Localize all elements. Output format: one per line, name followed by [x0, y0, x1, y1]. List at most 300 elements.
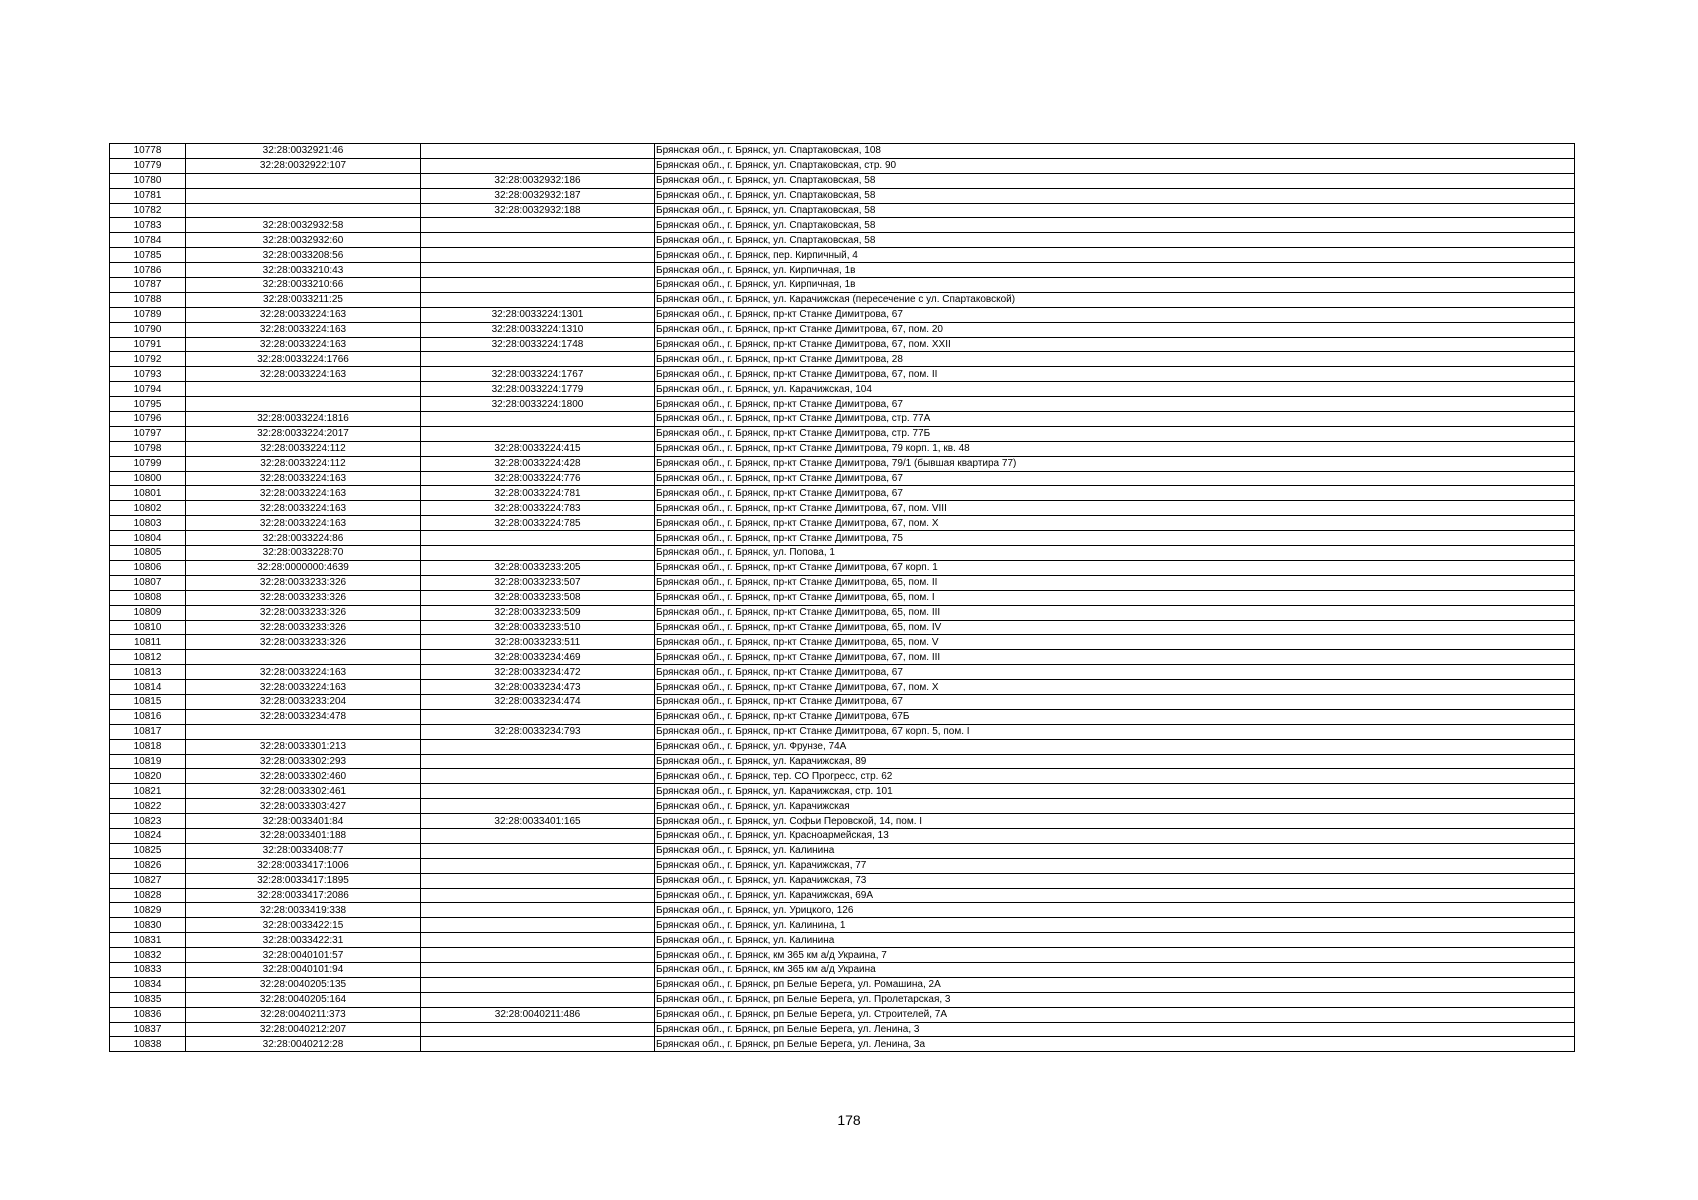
row-number-cell: 10827 — [110, 873, 186, 888]
cadastral-number-cell: 32:28:0033224:1766 — [186, 352, 421, 367]
cadastral-number-cell: 32:28:0033234:478 — [186, 709, 421, 724]
related-cadastral-number-cell — [421, 248, 655, 263]
address-cell: Брянская обл., г. Брянск, ул. Карачижская, 73 — [655, 873, 1575, 888]
address-cell: Брянская обл., г. Брянск, пр-кт Станке Димитрова, 28 — [655, 352, 1575, 367]
row-number-cell: 10788 — [110, 292, 186, 307]
address-cell: Брянская обл., г. Брянск, ул. Карачижская (пересечение с ул. Спартаковской) — [655, 292, 1575, 307]
related-cadastral-number-cell: 32:28:0033233:507 — [421, 575, 655, 590]
table-row — [110, 933, 1575, 948]
related-cadastral-number-cell: 32:28:0033234:473 — [421, 680, 655, 695]
related-cadastral-number-cell — [421, 858, 655, 873]
related-cadastral-number-cell: 32:28:0032932:188 — [421, 203, 655, 218]
table-row — [110, 1022, 1575, 1037]
related-cadastral-number-cell — [421, 218, 655, 233]
address-cell: Брянская обл., г. Брянск, ул. Фрунзе, 74А — [655, 739, 1575, 754]
row-number-cell: 10796 — [110, 412, 186, 427]
cadastral-number-cell: 32:28:0033224:2017 — [186, 426, 421, 441]
related-cadastral-number-cell — [421, 531, 655, 546]
address-cell: Брянская обл., г. Брянск, пр-кт Станке Димитрова, стр. 77Б — [655, 426, 1575, 441]
row-number-cell: 10783 — [110, 218, 186, 233]
cadastral-number-cell: 32:28:0033303:427 — [186, 799, 421, 814]
address-cell: Брянская обл., г. Брянск, ул. Кирпичная, 1в — [655, 278, 1575, 293]
related-cadastral-number-cell — [421, 933, 655, 948]
table-row — [110, 531, 1575, 546]
table-row — [110, 426, 1575, 441]
row-number-cell: 10806 — [110, 560, 186, 575]
table-row — [110, 441, 1575, 456]
cadastral-number-cell: 32:28:0033224:163 — [186, 516, 421, 531]
table-row — [110, 546, 1575, 561]
cadastral-number-cell: 32:28:0033224:112 — [186, 456, 421, 471]
table-row — [110, 605, 1575, 620]
related-cadastral-number-cell — [421, 233, 655, 248]
address-cell: Брянская обл., г. Брянск, ул. Спартаковская, стр. 90 — [655, 158, 1575, 173]
cadastral-number-cell — [186, 203, 421, 218]
related-cadastral-number-cell — [421, 412, 655, 427]
related-cadastral-number-cell — [421, 977, 655, 992]
address-cell: Брянская обл., г. Брянск, ул. Софьи Перовской, 14, пом. I — [655, 814, 1575, 829]
cadastral-number-cell — [186, 382, 421, 397]
table-row — [110, 843, 1575, 858]
related-cadastral-number-cell: 32:28:0033224:1301 — [421, 307, 655, 322]
address-cell: Брянская обл., г. Брянск, тер. СО Прогресс, стр. 62 — [655, 769, 1575, 784]
row-number-cell: 10781 — [110, 188, 186, 203]
address-cell: Брянская обл., г. Брянск, пр-кт Станке Димитрова, 79/1 (бывшая квартира 77) — [655, 456, 1575, 471]
cadastral-number-cell: 32:28:0033233:326 — [186, 605, 421, 620]
cadastral-number-cell: 32:28:0033210:43 — [186, 263, 421, 278]
address-cell: Брянская обл., г. Брянск, пр-кт Станке Димитрова, стр. 77А — [655, 412, 1575, 427]
row-number-cell: 10830 — [110, 918, 186, 933]
row-number-cell: 10803 — [110, 516, 186, 531]
related-cadastral-number-cell — [421, 962, 655, 977]
row-number-cell: 10807 — [110, 575, 186, 590]
address-cell: Брянская обл., г. Брянск, ул. Карачижская, 89 — [655, 754, 1575, 769]
related-cadastral-number-cell: 32:28:0032932:186 — [421, 173, 655, 188]
row-number-cell: 10800 — [110, 471, 186, 486]
related-cadastral-number-cell: 32:28:0033234:793 — [421, 724, 655, 739]
address-cell: Брянская обл., г. Брянск, пр-кт Станке Димитрова, 75 — [655, 531, 1575, 546]
table-row — [110, 382, 1575, 397]
row-number-cell: 10797 — [110, 426, 186, 441]
table-row — [110, 456, 1575, 471]
cadastral-number-cell: 32:28:0033401:84 — [186, 814, 421, 829]
address-cell: Брянская обл., г. Брянск, ул. Калинина, 1 — [655, 918, 1575, 933]
row-number-cell: 10792 — [110, 352, 186, 367]
table-row — [110, 903, 1575, 918]
cadastral-number-cell: 32:28:0033228:70 — [186, 546, 421, 561]
cadastral-number-cell: 32:28:0033224:1816 — [186, 412, 421, 427]
row-number-cell: 10805 — [110, 546, 186, 561]
related-cadastral-number-cell: 32:28:0033234:472 — [421, 665, 655, 680]
row-number-cell: 10808 — [110, 590, 186, 605]
table-row — [110, 367, 1575, 382]
table-row — [110, 352, 1575, 367]
cadastral-number-cell: 32:28:0040211:373 — [186, 1007, 421, 1022]
address-cell: Брянская обл., г. Брянск, ул. Попова, 1 — [655, 546, 1575, 561]
cadastral-number-cell: 32:28:0033233:326 — [186, 635, 421, 650]
cadastral-number-cell: 32:28:0040212:207 — [186, 1022, 421, 1037]
table-row — [110, 307, 1575, 322]
table-row — [110, 888, 1575, 903]
row-number-cell: 10795 — [110, 397, 186, 412]
related-cadastral-number-cell — [421, 263, 655, 278]
related-cadastral-number-cell: 32:28:0033224:1800 — [421, 397, 655, 412]
table-row — [110, 873, 1575, 888]
related-cadastral-number-cell: 32:28:0033233:205 — [421, 560, 655, 575]
address-cell: Брянская обл., г. Брянск, пр-кт Станке Димитрова, 79 корп. 1, кв. 48 — [655, 441, 1575, 456]
address-cell: Брянская обл., г. Брянск, пр-кт Станке Димитрова, 65, пом. III — [655, 605, 1575, 620]
row-number-cell: 10782 — [110, 203, 186, 218]
cadastral-number-cell: 32:28:0033210:66 — [186, 278, 421, 293]
address-cell: Брянская обл., г. Брянск, ул. Урицкого, 126 — [655, 903, 1575, 918]
address-cell: Брянская обл., г. Брянск, ул. Спартаковская, 58 — [655, 233, 1575, 248]
row-number-cell: 10812 — [110, 650, 186, 665]
cadastral-number-cell — [186, 650, 421, 665]
row-number-cell: 10787 — [110, 278, 186, 293]
row-number-cell: 10791 — [110, 337, 186, 352]
row-number-cell: 10835 — [110, 992, 186, 1007]
cadastral-number-cell: 32:28:0033224:163 — [186, 322, 421, 337]
row-number-cell: 10831 — [110, 933, 186, 948]
row-number-cell: 10810 — [110, 620, 186, 635]
cadastral-number-cell: 32:28:0033224:163 — [186, 665, 421, 680]
related-cadastral-number-cell — [421, 352, 655, 367]
cadastral-number-cell: 32:28:0033417:2086 — [186, 888, 421, 903]
related-cadastral-number-cell: 32:28:0033224:776 — [421, 471, 655, 486]
address-cell: Брянская обл., г. Брянск, пр-кт Станке Димитрова, 67, пом. X — [655, 516, 1575, 531]
table-row — [110, 918, 1575, 933]
address-cell: Брянская обл., г. Брянск, пр-кт Станке Димитрова, 67, пом. III — [655, 650, 1575, 665]
cadastral-number-cell: 32:28:0040212:28 — [186, 1037, 421, 1052]
address-cell: Брянская обл., г. Брянск, пр-кт Станке Димитрова, 67, пом. 20 — [655, 322, 1575, 337]
cadastral-number-cell: 32:28:0032921:46 — [186, 144, 421, 159]
related-cadastral-number-cell — [421, 709, 655, 724]
table-row — [110, 948, 1575, 963]
table-row — [110, 828, 1575, 843]
page-number: 178 — [837, 1112, 861, 1128]
related-cadastral-number-cell — [421, 799, 655, 814]
table-row — [110, 397, 1575, 412]
cadastral-number-cell: 32:28:0040205:164 — [186, 992, 421, 1007]
row-number-cell: 10790 — [110, 322, 186, 337]
table-row — [110, 799, 1575, 814]
table-row — [110, 412, 1575, 427]
related-cadastral-number-cell: 32:28:0033224:785 — [421, 516, 655, 531]
address-cell: Брянская обл., г. Брянск, пр-кт Станке Димитрова, 67 — [655, 471, 1575, 486]
related-cadastral-number-cell: 32:28:0033233:509 — [421, 605, 655, 620]
table-row — [110, 665, 1575, 680]
row-number-cell: 10811 — [110, 635, 186, 650]
related-cadastral-number-cell — [421, 158, 655, 173]
address-cell: Брянская обл., г. Брянск, рп Белые Берега, ул. Пролетарская, 3 — [655, 992, 1575, 1007]
address-cell: Брянская обл., г. Брянск, ул. Спартаковская, 58 — [655, 203, 1575, 218]
table-row — [110, 248, 1575, 263]
address-cell: Брянская обл., г. Брянск, пр-кт Станке Димитрова, 65, пом. II — [655, 575, 1575, 590]
row-number-cell: 10789 — [110, 307, 186, 322]
address-cell: Брянская обл., г. Брянск, рп Белые Берега, ул. Строителей, 7А — [655, 1007, 1575, 1022]
address-cell: Брянская обл., г. Брянск, ул. Карачижская, 69А — [655, 888, 1575, 903]
table-row — [110, 560, 1575, 575]
cadastral-number-cell: 32:28:0040101:94 — [186, 962, 421, 977]
address-cell: Брянская обл., г. Брянск, км 365 км а/д Украина — [655, 962, 1575, 977]
address-cell: Брянская обл., г. Брянск, пр-кт Станке Димитрова, 67 — [655, 307, 1575, 322]
address-cell: Брянская обл., г. Брянск, ул. Калинина — [655, 933, 1575, 948]
cadastral-number-cell: 32:28:0032932:58 — [186, 218, 421, 233]
address-cell: Брянская обл., г. Брянск, пер. Кирпичный, 4 — [655, 248, 1575, 263]
address-cell: Брянская обл., г. Брянск, пр-кт Станке Димитрова, 67 корп. 1 — [655, 560, 1575, 575]
related-cadastral-number-cell — [421, 992, 655, 1007]
table-row — [110, 278, 1575, 293]
related-cadastral-number-cell — [421, 769, 655, 784]
table-row — [110, 680, 1575, 695]
cadastral-number-cell: 32:28:0033417:1006 — [186, 858, 421, 873]
table-row — [110, 739, 1575, 754]
table-row — [110, 218, 1575, 233]
table-row — [110, 814, 1575, 829]
related-cadastral-number-cell — [421, 888, 655, 903]
row-number-cell: 10780 — [110, 173, 186, 188]
row-number-cell: 10813 — [110, 665, 186, 680]
address-cell: Брянская обл., г. Брянск, ул. Кирпичная, 1в — [655, 263, 1575, 278]
row-number-cell: 10825 — [110, 843, 186, 858]
cadastral-number-cell: 32:28:0033224:163 — [186, 501, 421, 516]
table-row — [110, 650, 1575, 665]
table-row — [110, 590, 1575, 605]
cadastral-number-cell — [186, 724, 421, 739]
row-number-cell: 10837 — [110, 1022, 186, 1037]
table-row — [110, 1007, 1575, 1022]
row-number-cell: 10816 — [110, 709, 186, 724]
table-row — [110, 144, 1575, 159]
row-number-cell: 10799 — [110, 456, 186, 471]
registry-table — [109, 143, 1575, 1052]
table-row — [110, 292, 1575, 307]
cadastral-number-cell — [186, 397, 421, 412]
address-cell: Брянская обл., г. Брянск, рп Белые Берега, ул. Ленина, 3 — [655, 1022, 1575, 1037]
address-cell: Брянская обл., г. Брянск, пр-кт Станке Димитрова, 67, пом. II — [655, 367, 1575, 382]
table-row — [110, 620, 1575, 635]
related-cadastral-number-cell — [421, 903, 655, 918]
cadastral-number-cell — [186, 188, 421, 203]
address-cell: Брянская обл., г. Брянск, пр-кт Станке Димитрова, 67 корп. 5, пом. I — [655, 724, 1575, 739]
row-number-cell: 10815 — [110, 694, 186, 709]
cadastral-number-cell: 32:28:0033224:163 — [186, 486, 421, 501]
row-number-cell: 10822 — [110, 799, 186, 814]
table-row — [110, 203, 1575, 218]
related-cadastral-number-cell: 32:28:0033224:415 — [421, 441, 655, 456]
table-row — [110, 233, 1575, 248]
address-cell: Брянская обл., г. Брянск, ул. Карачижская, 77 — [655, 858, 1575, 873]
related-cadastral-number-cell: 32:28:0033224:1767 — [421, 367, 655, 382]
cadastral-number-cell: 32:28:0033401:188 — [186, 828, 421, 843]
table-row — [110, 784, 1575, 799]
row-number-cell: 10778 — [110, 144, 186, 159]
related-cadastral-number-cell — [421, 1022, 655, 1037]
related-cadastral-number-cell: 32:28:0040211:486 — [421, 1007, 655, 1022]
cadastral-number-cell — [186, 173, 421, 188]
table-row — [110, 992, 1575, 1007]
row-number-cell: 10823 — [110, 814, 186, 829]
address-cell: Брянская обл., г. Брянск, ул. Спартаковская, 58 — [655, 218, 1575, 233]
address-cell: Брянская обл., г. Брянск, пр-кт Станке Димитрова, 65, пом. I — [655, 590, 1575, 605]
cadastral-number-cell: 32:28:0033224:112 — [186, 441, 421, 456]
related-cadastral-number-cell: 32:28:0033224:1748 — [421, 337, 655, 352]
related-cadastral-number-cell — [421, 292, 655, 307]
address-cell: Брянская обл., г. Брянск, ул. Калинина — [655, 843, 1575, 858]
registry-table-body — [110, 144, 1575, 1052]
table-row — [110, 486, 1575, 501]
row-number-cell: 10804 — [110, 531, 186, 546]
row-number-cell: 10784 — [110, 233, 186, 248]
related-cadastral-number-cell: 32:28:0033233:508 — [421, 590, 655, 605]
cadastral-number-cell: 32:28:0033417:1895 — [186, 873, 421, 888]
row-number-cell: 10834 — [110, 977, 186, 992]
row-number-cell: 10786 — [110, 263, 186, 278]
row-number-cell: 10793 — [110, 367, 186, 382]
table-row — [110, 337, 1575, 352]
address-cell: Брянская обл., г. Брянск, ул. Спартаковская, 58 — [655, 173, 1575, 188]
row-number-cell: 10836 — [110, 1007, 186, 1022]
cadastral-number-cell: 32:28:0033208:56 — [186, 248, 421, 263]
related-cadastral-number-cell — [421, 918, 655, 933]
related-cadastral-number-cell — [421, 1037, 655, 1052]
row-number-cell: 10826 — [110, 858, 186, 873]
table-row — [110, 977, 1575, 992]
related-cadastral-number-cell: 32:28:0033233:511 — [421, 635, 655, 650]
cadastral-number-cell: 32:28:0033233:326 — [186, 620, 421, 635]
address-cell: Брянская обл., г. Брянск, рп Белые Берега, ул. Ленина, 3а — [655, 1037, 1575, 1052]
address-cell: Брянская обл., г. Брянск, рп Белые Берега, ул. Ромашина, 2А — [655, 977, 1575, 992]
address-cell: Брянская обл., г. Брянск, ул. Карачижская, 104 — [655, 382, 1575, 397]
cadastral-number-cell: 32:28:0033422:15 — [186, 918, 421, 933]
address-cell: Брянская обл., г. Брянск, пр-кт Станке Димитрова, 67Б — [655, 709, 1575, 724]
table-row — [110, 858, 1575, 873]
cadastral-number-cell: 32:28:0033224:86 — [186, 531, 421, 546]
table-row — [110, 158, 1575, 173]
address-cell: Брянская обл., г. Брянск, пр-кт Станке Димитрова, 67 — [655, 694, 1575, 709]
row-number-cell: 10798 — [110, 441, 186, 456]
row-number-cell: 10817 — [110, 724, 186, 739]
cadastral-number-cell: 32:28:0033224:163 — [186, 367, 421, 382]
row-number-cell: 10829 — [110, 903, 186, 918]
cadastral-number-cell: 32:28:0033302:293 — [186, 754, 421, 769]
address-cell: Брянская обл., г. Брянск, пр-кт Станке Димитрова, 67 — [655, 486, 1575, 501]
cadastral-number-cell: 32:28:0033302:460 — [186, 769, 421, 784]
table-row — [110, 322, 1575, 337]
address-cell: Брянская обл., г. Брянск, пр-кт Станке Димитрова, 67, пом. XXII — [655, 337, 1575, 352]
table-row — [110, 1037, 1575, 1052]
row-number-cell: 10802 — [110, 501, 186, 516]
related-cadastral-number-cell — [421, 843, 655, 858]
cadastral-number-cell: 32:28:0033302:461 — [186, 784, 421, 799]
cadastral-number-cell: 32:28:0032932:60 — [186, 233, 421, 248]
address-cell: Брянская обл., г. Брянск, пр-кт Станке Димитрова, 67, пом. VIII — [655, 501, 1575, 516]
row-number-cell: 10818 — [110, 739, 186, 754]
cadastral-number-cell: 32:28:0033224:163 — [186, 337, 421, 352]
related-cadastral-number-cell: 32:28:0033224:781 — [421, 486, 655, 501]
row-number-cell: 10820 — [110, 769, 186, 784]
cadastral-number-cell: 32:28:0033224:163 — [186, 680, 421, 695]
cadastral-number-cell: 32:28:0033211:25 — [186, 292, 421, 307]
table-row — [110, 724, 1575, 739]
table-row — [110, 769, 1575, 784]
table-row — [110, 635, 1575, 650]
cadastral-number-cell: 32:28:0000000:4639 — [186, 560, 421, 575]
related-cadastral-number-cell — [421, 873, 655, 888]
table-row — [110, 709, 1575, 724]
table-row — [110, 962, 1575, 977]
address-cell: Брянская обл., г. Брянск, ул. Спартаковская, 108 — [655, 144, 1575, 159]
related-cadastral-number-cell — [421, 828, 655, 843]
related-cadastral-number-cell — [421, 278, 655, 293]
related-cadastral-number-cell — [421, 546, 655, 561]
cadastral-number-cell: 32:28:0033233:326 — [186, 575, 421, 590]
address-cell: Брянская обл., г. Брянск, пр-кт Станке Димитрова, 65, пом. IV — [655, 620, 1575, 635]
related-cadastral-number-cell: 32:28:0032932:187 — [421, 188, 655, 203]
table-row — [110, 516, 1575, 531]
row-number-cell: 10824 — [110, 828, 186, 843]
row-number-cell: 10809 — [110, 605, 186, 620]
related-cadastral-number-cell: 32:28:0033224:1310 — [421, 322, 655, 337]
row-number-cell: 10801 — [110, 486, 186, 501]
address-cell: Брянская обл., г. Брянск, ул. Спартаковская, 58 — [655, 188, 1575, 203]
cadastral-number-cell: 32:28:0033233:326 — [186, 590, 421, 605]
address-cell: Брянская обл., г. Брянск, ул. Карачижская — [655, 799, 1575, 814]
related-cadastral-number-cell: 32:28:0033224:428 — [421, 456, 655, 471]
row-number-cell: 10794 — [110, 382, 186, 397]
related-cadastral-number-cell — [421, 426, 655, 441]
table-row — [110, 501, 1575, 516]
row-number-cell: 10819 — [110, 754, 186, 769]
row-number-cell: 10821 — [110, 784, 186, 799]
table-row — [110, 173, 1575, 188]
related-cadastral-number-cell: 32:28:0033233:510 — [421, 620, 655, 635]
cadastral-number-cell: 32:28:0032922:107 — [186, 158, 421, 173]
related-cadastral-number-cell: 32:28:0033224:783 — [421, 501, 655, 516]
table-row — [110, 471, 1575, 486]
related-cadastral-number-cell — [421, 144, 655, 159]
row-number-cell: 10838 — [110, 1037, 186, 1052]
cadastral-number-cell: 32:28:0033224:163 — [186, 307, 421, 322]
cadastral-number-cell: 32:28:0033224:163 — [186, 471, 421, 486]
cadastral-number-cell: 32:28:0033408:77 — [186, 843, 421, 858]
cadastral-number-cell: 32:28:0040205:135 — [186, 977, 421, 992]
cadastral-number-cell: 32:28:0033233:204 — [186, 694, 421, 709]
related-cadastral-number-cell — [421, 784, 655, 799]
related-cadastral-number-cell: 32:28:0033224:1779 — [421, 382, 655, 397]
cadastral-number-cell: 32:28:0033419:338 — [186, 903, 421, 918]
related-cadastral-number-cell — [421, 739, 655, 754]
related-cadastral-number-cell: 32:28:0033401:165 — [421, 814, 655, 829]
related-cadastral-number-cell — [421, 754, 655, 769]
row-number-cell: 10814 — [110, 680, 186, 695]
address-cell: Брянская обл., г. Брянск, пр-кт Станке Димитрова, 67 — [655, 397, 1575, 412]
row-number-cell: 10832 — [110, 948, 186, 963]
address-cell: Брянская обл., г. Брянск, пр-кт Станке Димитрова, 67 — [655, 665, 1575, 680]
table-row — [110, 263, 1575, 278]
address-cell: Брянская обл., г. Брянск, ул. Карачижская, стр. 101 — [655, 784, 1575, 799]
row-number-cell: 10779 — [110, 158, 186, 173]
table-row — [110, 575, 1575, 590]
cadastral-number-cell: 32:28:0040101:57 — [186, 948, 421, 963]
address-cell: Брянская обл., г. Брянск, пр-кт Станке Димитрова, 67, пом. X — [655, 680, 1575, 695]
address-cell: Брянская обл., г. Брянск, км 365 км а/д Украина, 7 — [655, 948, 1575, 963]
address-cell: Брянская обл., г. Брянск, пр-кт Станке Димитрова, 65, пом. V — [655, 635, 1575, 650]
related-cadastral-number-cell — [421, 948, 655, 963]
table-row — [110, 694, 1575, 709]
related-cadastral-number-cell: 32:28:0033234:474 — [421, 694, 655, 709]
row-number-cell: 10828 — [110, 888, 186, 903]
